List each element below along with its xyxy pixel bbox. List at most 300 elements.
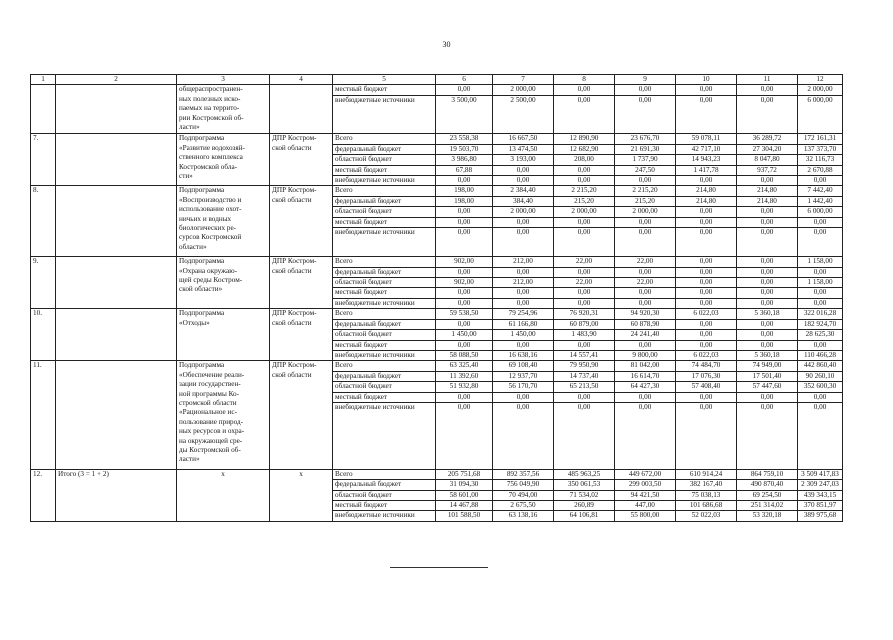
amount-cell: 2 000,00 — [493, 85, 554, 95]
amount-cell: 2 670,88 — [798, 165, 843, 175]
row-name-cell: Итого (3 = 1 + 2) — [56, 469, 177, 521]
amount-cell: 0,00 — [615, 392, 676, 402]
amount-cell: 69 254,50 — [737, 490, 798, 500]
column-number-cell: 3 — [177, 75, 270, 85]
program-description-line: Подпрограмма — [179, 134, 225, 143]
funding-source-cell: внебюджетные источники — [333, 176, 436, 186]
amount-cell: 0,00 — [798, 228, 843, 257]
amount-cell: 352 600,30 — [798, 382, 843, 392]
program-description-line: х — [221, 469, 225, 478]
funding-source-cell: местный бюджет — [333, 392, 436, 402]
budget-row — [31, 309, 843, 319]
funding-source-cell: областной бюджет — [333, 330, 436, 340]
amount-cell: 1 158,00 — [798, 257, 843, 267]
program-description-line: Подпрограмма — [179, 186, 225, 195]
amount-cell: 14 943,23 — [676, 155, 737, 165]
executor-line: ской области — [272, 318, 312, 327]
amount-cell: 0,00 — [737, 392, 798, 402]
executor-line: ДПР Костром- — [272, 257, 317, 266]
amount-cell: 2 000,00 — [798, 85, 843, 95]
amount-cell: 2 384,40 — [493, 186, 554, 196]
amount-cell: 0,00 — [676, 228, 737, 257]
amount-cell: 299 003,50 — [615, 480, 676, 490]
amount-cell: 0,00 — [676, 319, 737, 329]
amount-cell: 3 193,00 — [493, 155, 554, 165]
amount-cell: 1 450,00 — [436, 330, 493, 340]
amount-cell: 31 094,30 — [436, 480, 493, 490]
amount-cell: 251 314,02 — [737, 500, 798, 510]
amount-cell: 247,50 — [615, 165, 676, 175]
amount-cell: 0,00 — [798, 267, 843, 277]
column-number-cell: 1 — [31, 75, 56, 85]
program-description-cell — [177, 85, 270, 134]
amount-cell: 0,00 — [737, 278, 798, 288]
amount-cell: 28 625,30 — [798, 330, 843, 340]
budget-row — [31, 134, 843, 144]
funding-source-cell: федеральный бюджет — [333, 144, 436, 154]
amount-cell: 0,00 — [493, 217, 554, 227]
funding-source-cell: областной бюджет — [333, 278, 436, 288]
budget-row — [31, 186, 843, 196]
amount-cell: 0,00 — [737, 340, 798, 350]
funding-source-cell: местный бюджет — [333, 165, 436, 175]
column-number-cell: 7 — [493, 75, 554, 85]
amount-cell: 74 484,70 — [676, 361, 737, 371]
funding-source-cell: Всего — [333, 469, 436, 479]
amount-cell: 0,00 — [798, 340, 843, 350]
executor-line: ской области — [272, 266, 312, 275]
program-description-line: «Охрана окружаю- — [179, 266, 237, 275]
program-description-cell — [177, 309, 270, 361]
amount-cell: 892 357,56 — [493, 469, 554, 479]
funding-source-cell: местный бюджет — [333, 340, 436, 350]
amount-cell: 58 601,00 — [436, 490, 493, 500]
amount-cell: 485 963,25 — [554, 469, 615, 479]
amount-cell: 0,00 — [554, 340, 615, 350]
amount-cell: 5 360,18 — [737, 309, 798, 319]
amount-cell: 14 467,88 — [436, 500, 493, 510]
executor-line: ДПР Костром- — [272, 361, 317, 370]
amount-cell: 70 494,00 — [493, 490, 554, 500]
amount-cell: 370 851,97 — [798, 500, 843, 510]
amount-cell: 0,00 — [615, 288, 676, 298]
amount-cell: 0,00 — [737, 207, 798, 217]
amount-cell: 322 016,28 — [798, 309, 843, 319]
amount-cell: 19 503,70 — [436, 144, 493, 154]
program-description-line: ской области» — [179, 285, 223, 294]
amount-cell: 0,00 — [436, 288, 493, 298]
amount-cell: 214,80 — [676, 186, 737, 196]
amount-cell: 6 022,03 — [676, 309, 737, 319]
column-number-cell: 2 — [56, 75, 177, 85]
program-description-line: использование охот- — [179, 205, 242, 214]
amount-cell: 0,00 — [676, 278, 737, 288]
amount-cell: 0,00 — [798, 176, 843, 186]
amount-cell: 2 000,00 — [554, 207, 615, 217]
amount-cell: 22,00 — [554, 278, 615, 288]
program-description-cell — [177, 186, 270, 257]
amount-cell: 0,00 — [676, 392, 737, 402]
program-description-line: ничьих и водных — [179, 214, 232, 223]
amount-cell: 205 751,68 — [436, 469, 493, 479]
funding-source-cell: федеральный бюджет — [333, 196, 436, 206]
amount-cell: 0,00 — [615, 176, 676, 186]
amount-cell: 79 950,90 — [554, 361, 615, 371]
program-description-line: рии Костромской об- — [179, 113, 244, 122]
amount-cell: 2 675,50 — [493, 500, 554, 510]
amount-cell: 69 108,40 — [493, 361, 554, 371]
amount-cell: 0,00 — [798, 288, 843, 298]
funding-source-cell: федеральный бюджет — [333, 267, 436, 277]
row-name-cell — [56, 85, 177, 134]
executor-cell — [270, 134, 333, 186]
amount-cell: 382 167,40 — [676, 480, 737, 490]
amount-cell: 65 213,50 — [554, 382, 615, 392]
executor-line: ской области — [272, 370, 312, 379]
amount-cell: 110 466,28 — [798, 350, 843, 360]
amount-cell: 64 427,30 — [615, 382, 676, 392]
row-number-cell — [31, 85, 56, 134]
amount-cell: 449 672,00 — [615, 469, 676, 479]
amount-cell: 0,00 — [615, 217, 676, 227]
amount-cell: 0,00 — [493, 402, 554, 469]
amount-cell: 0,00 — [615, 85, 676, 95]
amount-cell: 0,00 — [798, 298, 843, 308]
program-description-line: ственного комплекса — [179, 153, 243, 162]
amount-cell: 8 047,80 — [737, 155, 798, 165]
program-description-line: «Рациональное ис- — [179, 408, 237, 417]
program-description-line: сурсов Костромской — [179, 233, 242, 242]
funding-source-cell: внебюджетные источники — [333, 95, 436, 134]
amount-cell: 0,00 — [436, 267, 493, 277]
amount-cell: 0,00 — [737, 85, 798, 95]
amount-cell: 902,00 — [436, 257, 493, 267]
footer-rule — [390, 567, 488, 568]
budget-row — [31, 469, 843, 479]
amount-cell: 59 078,11 — [676, 134, 737, 144]
amount-cell: 0,00 — [554, 298, 615, 308]
program-description-line: «Развитие водохозяй- — [179, 143, 245, 152]
funding-source-cell: Всего — [333, 361, 436, 371]
amount-cell: 212,00 — [493, 257, 554, 267]
amount-cell: 1 442,40 — [798, 196, 843, 206]
program-description-line: Подпрограмма — [179, 257, 225, 266]
amount-cell: 0,00 — [436, 340, 493, 350]
amount-cell: 16 638,16 — [493, 350, 554, 360]
amount-cell: 22,00 — [615, 257, 676, 267]
amount-cell: 75 038,13 — [676, 490, 737, 500]
amount-cell: 260,89 — [554, 500, 615, 510]
amount-cell: 1 450,00 — [493, 330, 554, 340]
amount-cell: 52 022,03 — [676, 511, 737, 521]
row-name-cell — [56, 309, 177, 361]
row-name-cell — [56, 186, 177, 257]
amount-cell: 0,00 — [676, 207, 737, 217]
amount-cell: 23 676,70 — [615, 134, 676, 144]
amount-cell: 21 691,30 — [615, 144, 676, 154]
program-description-line: щей среды Костром- — [179, 276, 243, 285]
amount-cell: 208,00 — [554, 155, 615, 165]
row-name-cell — [56, 257, 177, 309]
amount-cell: 0,00 — [554, 95, 615, 134]
amount-cell: 0,00 — [676, 402, 737, 469]
program-description-line: ной программы Ко- — [179, 389, 239, 398]
amount-cell: 0,00 — [436, 217, 493, 227]
amount-cell: 442 860,40 — [798, 361, 843, 371]
amount-cell: 79 254,96 — [493, 309, 554, 319]
amount-cell: 0,00 — [436, 228, 493, 257]
funding-source-cell: местный бюджет — [333, 85, 436, 95]
amount-cell: 56 170,70 — [493, 382, 554, 392]
amount-cell: 0,00 — [737, 257, 798, 267]
row-number-cell: 7. — [31, 134, 56, 186]
amount-cell: 0,00 — [493, 228, 554, 257]
amount-cell: 490 870,40 — [737, 480, 798, 490]
amount-cell: 0,00 — [493, 298, 554, 308]
amount-cell: 172 161,31 — [798, 134, 843, 144]
program-description-line: зации государствен- — [179, 380, 241, 389]
amount-cell: 0,00 — [737, 267, 798, 277]
amount-cell: 0,00 — [493, 165, 554, 175]
amount-cell: 0,00 — [554, 402, 615, 469]
amount-cell: 0,00 — [554, 288, 615, 298]
amount-cell: 3 509 417,83 — [798, 469, 843, 479]
amount-cell: 0,00 — [493, 288, 554, 298]
executor-cell — [270, 309, 333, 361]
executor-line: ДПР Костром- — [272, 134, 317, 143]
program-description-line: ласти» — [179, 455, 200, 464]
amount-cell: 2 500,00 — [493, 95, 554, 134]
amount-cell: 53 320,18 — [737, 511, 798, 521]
amount-cell: 76 920,31 — [554, 309, 615, 319]
executor-cell — [270, 186, 333, 257]
amount-cell: 0,00 — [737, 298, 798, 308]
amount-cell: 1 483,90 — [554, 330, 615, 340]
amount-cell: 7 442,40 — [798, 186, 843, 196]
amount-cell: 57 408,40 — [676, 382, 737, 392]
amount-cell: 1 737,90 — [615, 155, 676, 165]
amount-cell: 9 800,00 — [615, 350, 676, 360]
amount-cell: 0,00 — [676, 330, 737, 340]
funding-source-cell: Всего — [333, 134, 436, 144]
amount-cell: 64 106,81 — [554, 511, 615, 521]
amount-cell: 27 304,20 — [737, 144, 798, 154]
budget-table-body — [31, 75, 843, 522]
funding-source-cell: местный бюджет — [333, 217, 436, 227]
amount-cell: 0,00 — [737, 95, 798, 134]
amount-cell: 0,00 — [737, 402, 798, 469]
amount-cell: 0,00 — [798, 392, 843, 402]
program-description-line: ласти» — [179, 123, 200, 132]
amount-cell: 0,00 — [676, 176, 737, 186]
column-number-cell: 9 — [615, 75, 676, 85]
amount-cell: 0,00 — [554, 217, 615, 227]
amount-cell: 198,00 — [436, 186, 493, 196]
amount-cell: 36 289,72 — [737, 134, 798, 144]
amount-cell: 0,00 — [436, 319, 493, 329]
column-number-cell: 12 — [798, 75, 843, 85]
amount-cell: 63 325,40 — [436, 361, 493, 371]
amount-cell: 3 986,80 — [436, 155, 493, 165]
amount-cell: 81 042,00 — [615, 361, 676, 371]
amount-cell: 0,00 — [436, 85, 493, 95]
amount-cell: 2 309 247,03 — [798, 480, 843, 490]
budget-row — [31, 257, 843, 267]
amount-cell: 0,00 — [737, 319, 798, 329]
amount-cell: 55 800,00 — [615, 511, 676, 521]
amount-cell: 902,00 — [436, 278, 493, 288]
program-description-line: Костромской обла- — [179, 162, 238, 171]
amount-cell: 0,00 — [676, 95, 737, 134]
amount-cell: 0,00 — [676, 288, 737, 298]
amount-cell: 0,00 — [554, 267, 615, 277]
amount-cell: 937,72 — [737, 165, 798, 175]
amount-cell: 0,00 — [436, 392, 493, 402]
amount-cell: 0,00 — [676, 340, 737, 350]
amount-cell: 14 557,41 — [554, 350, 615, 360]
amount-cell: 6 000,00 — [798, 207, 843, 217]
program-description-line: Подпрограмма — [179, 309, 225, 318]
amount-cell: 447,00 — [615, 500, 676, 510]
funding-source-cell: Всего — [333, 257, 436, 267]
column-number-cell: 10 — [676, 75, 737, 85]
amount-cell: 0,00 — [493, 392, 554, 402]
funding-source-cell: внебюджетные источники — [333, 298, 436, 308]
program-description-line: «Отходы» — [179, 318, 210, 327]
amount-cell: 0,00 — [676, 85, 737, 95]
amount-cell: 2 000,00 — [615, 207, 676, 217]
funding-source-cell: областной бюджет — [333, 490, 436, 500]
executor-line: ДПР Костром- — [272, 309, 317, 318]
amount-cell: 0,00 — [676, 257, 737, 267]
column-number-cell: 6 — [436, 75, 493, 85]
amount-cell: 1 158,00 — [798, 278, 843, 288]
amount-cell: 0,00 — [493, 340, 554, 350]
executor-cell — [270, 85, 333, 134]
program-description-line: ных ресурсов и охра- — [179, 427, 245, 436]
amount-cell: 67,88 — [436, 165, 493, 175]
program-description-cell — [177, 469, 270, 521]
funding-source-cell: Всего — [333, 309, 436, 319]
program-description-cell — [177, 257, 270, 309]
amount-cell: 0,00 — [554, 165, 615, 175]
amount-cell: 0,00 — [676, 298, 737, 308]
amount-cell: 0,00 — [737, 176, 798, 186]
amount-cell: 0,00 — [493, 176, 554, 186]
program-description-line: ных полезных иско- — [179, 94, 241, 103]
amount-cell: 90 260,10 — [798, 371, 843, 381]
program-description-line: ды Костромской об- — [179, 445, 241, 454]
amount-cell: 212,00 — [493, 278, 554, 288]
amount-cell: 5 360,18 — [737, 350, 798, 360]
program-description-line: общераспространен- — [179, 85, 243, 94]
amount-cell: 0,00 — [615, 95, 676, 134]
amount-cell: 0,00 — [554, 85, 615, 95]
amount-cell: 0,00 — [737, 217, 798, 227]
amount-cell: 71 534,02 — [554, 490, 615, 500]
amount-cell: 137 373,70 — [798, 144, 843, 154]
amount-cell: 14 737,40 — [554, 371, 615, 381]
executor-line: ской области — [272, 195, 312, 204]
funding-source-cell: внебюджетные источники — [333, 511, 436, 521]
amount-cell: 94 421,50 — [615, 490, 676, 500]
budget-row — [31, 361, 843, 371]
column-number-cell: 5 — [333, 75, 436, 85]
amount-cell: 63 138,16 — [493, 511, 554, 521]
program-description-line: на окружающей сре- — [179, 436, 243, 445]
amount-cell: 12 890,90 — [554, 134, 615, 144]
funding-source-cell: областной бюджет — [333, 155, 436, 165]
amount-cell: 0,00 — [676, 217, 737, 227]
amount-cell: 215,20 — [554, 196, 615, 206]
amount-cell: 0,00 — [615, 228, 676, 257]
executor-line: ДПР Костром- — [272, 186, 317, 195]
executor-line: х — [299, 469, 303, 478]
amount-cell: 0,00 — [615, 298, 676, 308]
executor-cell — [270, 257, 333, 309]
amount-cell: 101 588,50 — [436, 511, 493, 521]
row-number-cell: 12. — [31, 469, 56, 521]
funding-source-cell: областной бюджет — [333, 382, 436, 392]
amount-cell: 864 759,10 — [737, 469, 798, 479]
funding-source-cell: местный бюджет — [333, 288, 436, 298]
amount-cell: 0,00 — [436, 207, 493, 217]
amount-cell: 389 975,68 — [798, 511, 843, 521]
column-number-cell: 4 — [270, 75, 333, 85]
amount-cell: 0,00 — [615, 340, 676, 350]
amount-cell: 350 061,53 — [554, 480, 615, 490]
program-description-cell — [177, 134, 270, 186]
amount-cell: 51 932,80 — [436, 382, 493, 392]
funding-source-cell: федеральный бюджет — [333, 371, 436, 381]
column-number-cell: 8 — [554, 75, 615, 85]
program-description-line: паемых на террито- — [179, 104, 240, 113]
program-description-line: стромской области — [179, 398, 237, 407]
amount-cell: 0,00 — [436, 176, 493, 186]
amount-cell: 74 949,00 — [737, 361, 798, 371]
amount-cell: 17 076,30 — [676, 371, 737, 381]
amount-cell: 2 000,00 — [493, 207, 554, 217]
amount-cell: 0,00 — [615, 267, 676, 277]
program-description-line: «Обеспечение реали- — [179, 370, 245, 379]
amount-cell: 6 000,00 — [798, 95, 843, 134]
amount-cell: 3 500,00 — [436, 95, 493, 134]
funding-source-cell: Всего — [333, 186, 436, 196]
budget-table — [30, 74, 843, 522]
amount-cell: 101 686,68 — [676, 500, 737, 510]
amount-cell: 24 241,40 — [615, 330, 676, 340]
amount-cell: 756 049,90 — [493, 480, 554, 490]
funding-source-cell: внебюджетные источники — [333, 228, 436, 257]
amount-cell: 60 878,90 — [615, 319, 676, 329]
executor-cell — [270, 361, 333, 469]
amount-cell: 0,00 — [737, 330, 798, 340]
amount-cell: 22,00 — [615, 278, 676, 288]
amount-cell: 61 166,80 — [493, 319, 554, 329]
amount-cell: 58 088,50 — [436, 350, 493, 360]
program-description-line: «Воспроизводство и — [179, 195, 242, 204]
funding-source-cell: внебюджетные источники — [333, 402, 436, 469]
amount-cell: 32 116,73 — [798, 155, 843, 165]
funding-source-cell: федеральный бюджет — [333, 480, 436, 490]
amount-cell: 182 924,70 — [798, 319, 843, 329]
amount-cell: 0,00 — [798, 402, 843, 469]
amount-cell: 0,00 — [554, 228, 615, 257]
amount-cell: 214,80 — [737, 196, 798, 206]
amount-cell: 12 682,90 — [554, 144, 615, 154]
amount-cell: 17 501,40 — [737, 371, 798, 381]
amount-cell: 0,00 — [615, 402, 676, 469]
